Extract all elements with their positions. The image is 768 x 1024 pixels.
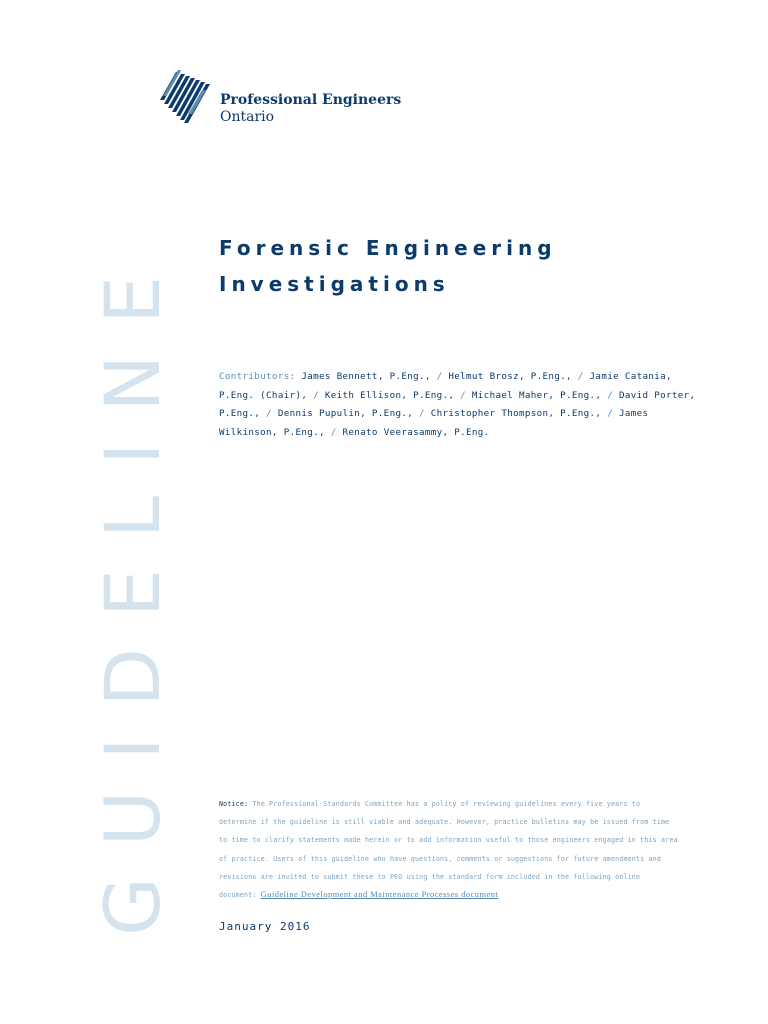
guideline-vertical-banner bbox=[84, 228, 180, 948]
contributor-separator: / bbox=[324, 426, 337, 438]
document-title bbox=[219, 230, 699, 302]
notice-label: Notice: bbox=[219, 800, 249, 808]
contributor-separator: / bbox=[413, 408, 425, 419]
contributors-label: Contributors: bbox=[219, 371, 296, 382]
logo-wordmark bbox=[220, 92, 401, 126]
contributor-name: James Bennett, P.Eng., bbox=[301, 371, 431, 382]
title-line-2: Investigations bbox=[219, 272, 450, 296]
contributor-name: Helmut Brosz, P.Eng., bbox=[442, 371, 572, 382]
contributor-separator: / bbox=[430, 371, 443, 382]
title-line-1: Forensic Engineering bbox=[219, 236, 557, 260]
contributors-block bbox=[219, 368, 699, 442]
publication-date: January 2016 bbox=[219, 920, 311, 933]
contributor-separator: / bbox=[260, 408, 272, 419]
contributor-separator: / bbox=[601, 389, 614, 401]
contributor-separator: / bbox=[571, 371, 584, 382]
contributor-name: Dennis Pupulin, P.Eng., bbox=[271, 408, 414, 419]
contributor-name: Christopher Thompson, P.Eng., bbox=[424, 408, 602, 419]
contributor-name: Jamie Catania, P.Eng. (Chair), bbox=[219, 371, 672, 401]
guideline-document-link[interactable]: Guideline Development and Maintenance Processes document bbox=[260, 890, 499, 900]
contributor-name: James Wilkinson, P.Eng., bbox=[219, 408, 649, 438]
contributor-name: Michael Maher, P.Eng., bbox=[466, 389, 602, 401]
contributor-name: David Porter, P.Eng., bbox=[219, 389, 696, 419]
peo-diagonal-bars-logo-icon bbox=[158, 70, 214, 126]
org-name: Professional Engineers bbox=[220, 92, 402, 108]
contributor-separator: / bbox=[307, 389, 319, 401]
guideline-banner-text: GUIDELINE bbox=[88, 246, 177, 936]
peo-logo bbox=[158, 70, 402, 126]
contributor-name: Renato Veerasammy, P.Eng. bbox=[336, 426, 490, 438]
contributor-separator: / bbox=[601, 408, 614, 419]
contributor-name: Keith Ellison, P.Eng., bbox=[319, 389, 455, 401]
notice-text: The Professional Standards Committee has a policy of reviewing guidelines every five years to determine if the guideline is still viable and adequate. However, practice bulletins may be issued from time to time to clarify statements made herein or to add information useful to those engineers engaged in this area of practice. Users of this guideline who have questions, comments or suggestions for future amendments and revisions are invited to submit these to PEO using the standard form included in the following online document: bbox=[219, 800, 678, 900]
org-region: Ontario bbox=[220, 109, 275, 125]
notice-block bbox=[219, 795, 679, 904]
contributor-separator: / bbox=[454, 389, 467, 401]
